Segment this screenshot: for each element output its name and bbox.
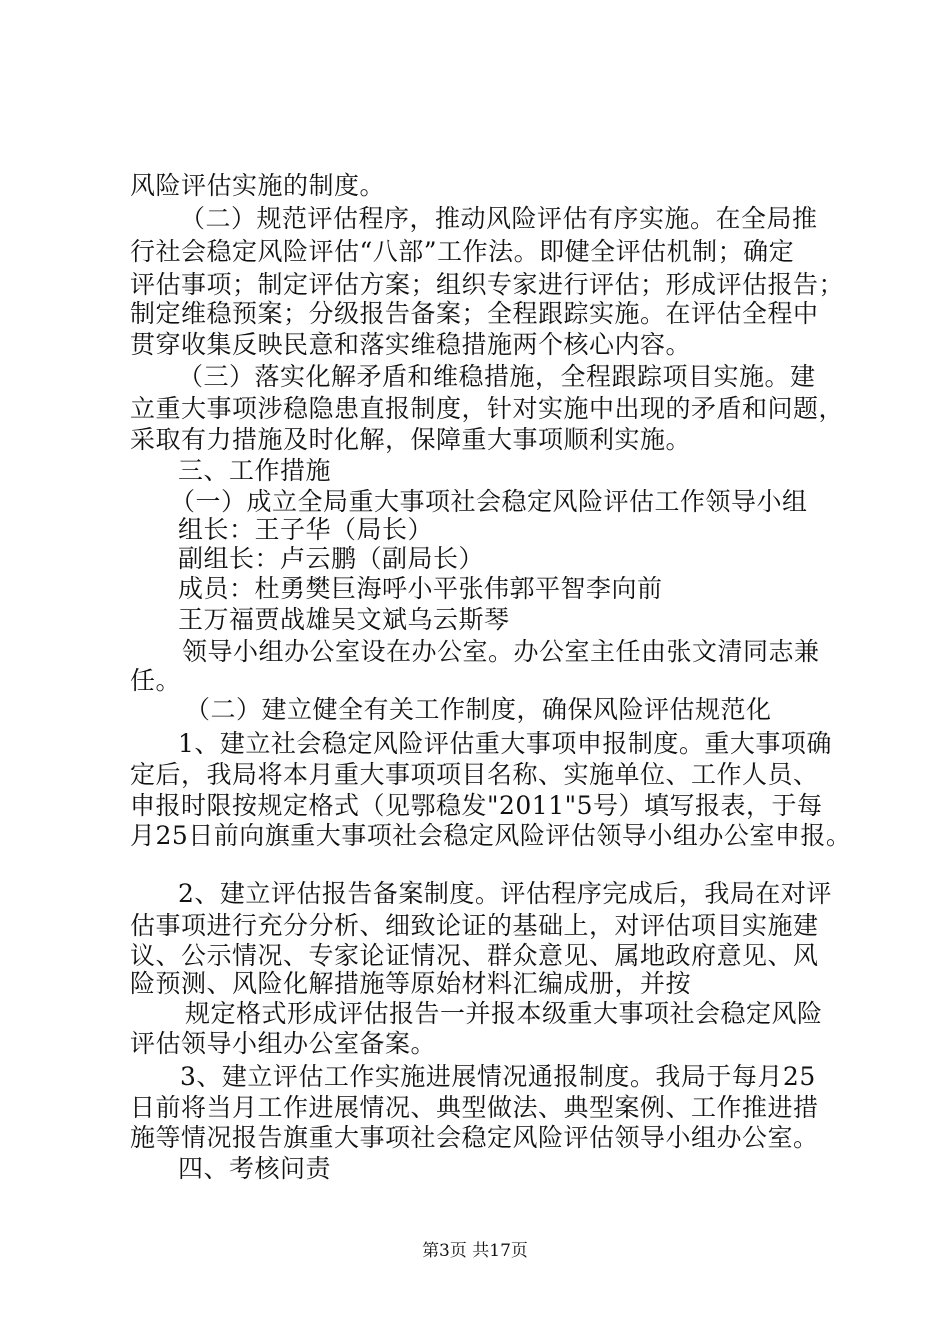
text-line: （一）成立全局重大事项社会稳定风险评估工作领导小组 — [170, 487, 808, 516]
text-line: 议、公示情况、专家论证情况、群众意见、属地政府意见、风 — [130, 941, 819, 970]
text-line: 险预测、风险化解措施等原始材料汇编成册，并按 — [130, 969, 692, 998]
text-line: 组长：王子华（局长） — [178, 515, 434, 544]
text-line: （二）建立健全有关工作制度，确保风险评估规范化 — [185, 695, 772, 724]
text-line: 定后，我局将本月重大事项项目名称、实施单位、工作人员、 — [130, 760, 819, 789]
text-line: 成员：杜勇樊巨海呼小平张伟郭平智李向前 — [178, 574, 663, 603]
text-line: 施等情况报告旗重大事项社会稳定风险评估领导小组办公室。 — [130, 1123, 819, 1152]
text-line: （三）落实化解矛盾和维稳措施，全程跟踪项目实施。建 — [178, 362, 816, 391]
text-line: 评估领导小组办公室备案。 — [130, 1029, 437, 1058]
section-heading: 三、工作措施 — [178, 456, 332, 485]
text-line: 采取有力措施及时化解，保障重大事项顺利实施。 — [130, 425, 692, 454]
text-line: 制定维稳预案；分级报告备案；全程跟踪实施。在评估全程中 — [130, 299, 819, 328]
text-line: 2、建立评估报告备案制度。评估程序完成后，我局在对评 — [178, 879, 832, 908]
text-line: 规定格式形成评估报告一并报本级重大事项社会稳定风险 — [185, 999, 823, 1028]
page-number-footer: 第3页 共17页 — [422, 1241, 528, 1261]
text-line: （二）规范评估程序，推动风险评估有序实施。在全局推 — [180, 204, 818, 233]
text-line: 1、建立社会稳定风险评估重大事项申报制度。重大事项确 — [178, 729, 832, 758]
text-line: 风险评估实施的制度。 — [130, 171, 386, 200]
text-line: 月25日前向旗重大事项社会稳定风险评估领导小组办公室申报。 — [130, 821, 852, 850]
text-line: 行社会稳定风险评估“八部”工作法。即健全评估机制；确定 — [130, 237, 795, 266]
text-line: 王万福贾战雄吴文斌乌云斯琴 — [178, 605, 510, 634]
text-line: 任。 — [130, 666, 182, 695]
text-line: 领导小组办公室设在办公室。办公室主任由张文清同志兼 — [182, 637, 820, 666]
text-line: 日前将当月工作进展情况、典型做法、典型案例、工作推进措 — [130, 1093, 819, 1122]
text-line: 3、建立评估工作实施进展情况通报制度。我局于每月25 — [180, 1062, 816, 1091]
text-line: 估事项进行充分分析、细致论证的基础上，对评估项目实施建 — [130, 911, 819, 940]
text-line: 副组长：卢云鹏（副局长） — [178, 544, 485, 573]
text-line: 评估事项；制定评估方案；组织专家进行评估；形成评估报告； — [130, 270, 845, 299]
text-line: 申报时限按规定格式（见鄂稳发"2011"5号）填写报表，于每 — [130, 791, 823, 820]
section-heading: 四、考核问责 — [178, 1154, 332, 1183]
text-line: 贯穿收集反映民意和落实维稳措施两个核心内容。 — [130, 330, 692, 359]
text-line: 立重大事项涉稳隐患直报制度，针对实施中出现的矛盾和问题， — [130, 394, 845, 423]
